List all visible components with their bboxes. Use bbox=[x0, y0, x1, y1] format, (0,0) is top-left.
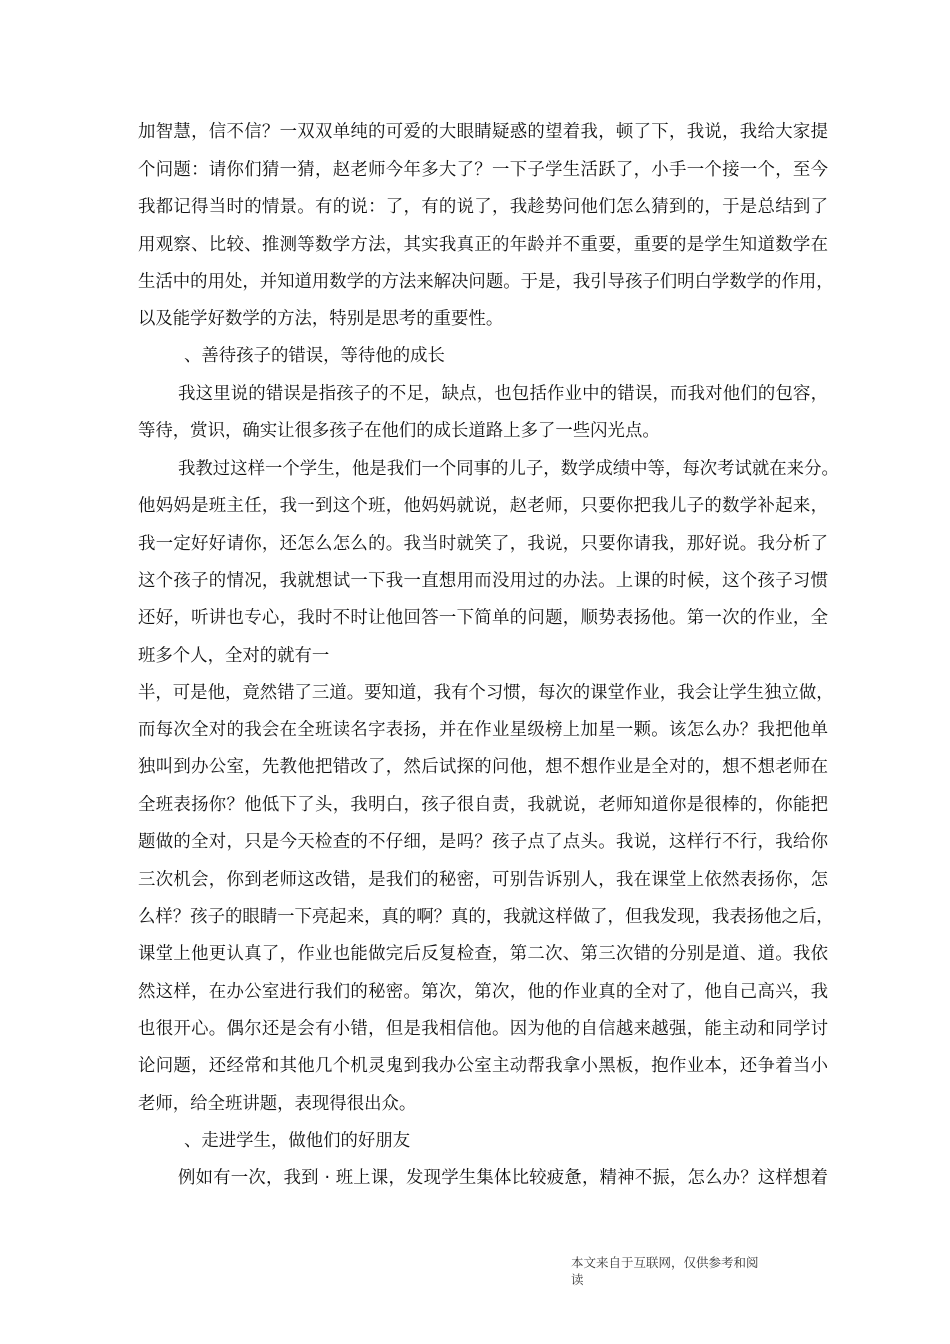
paragraph-line: 三次机会，你到老师这改错，是我们的秘密，可别告诉别人，我在课堂上依然表扬你，怎 bbox=[138, 870, 828, 890]
paragraph-line: 以及能学好数学的方法，特别是思考的重要性。 bbox=[138, 309, 504, 329]
paragraph-line: 用观察、比较、推测等数学方法，其实我真正的年龄并不重要，重要的是学生知道数学在 bbox=[138, 235, 828, 255]
paragraph-line: 这个孩子的情况，我就想试一下我一直想用而没用过的办法。上课的时候，这个孩子习惯 bbox=[138, 571, 828, 591]
paragraph-line: 等待，赏识，确实让很多孩子在他们的成长道路上多了一些闪光点。 bbox=[138, 421, 660, 441]
paragraph-line: 例如有一次，我到 · 班上课，发现学生集体比较疲惫，精神不振，怎么办？这样想着 bbox=[178, 1168, 828, 1188]
footer-line: 读 bbox=[571, 1272, 584, 1287]
paragraph-line: 我都记得当时的情景。有的说：了，有的说了，我趁势问他们怎么猜到的，于是总结到了 bbox=[138, 197, 828, 217]
paragraph-line: 么样？孩子的眼睛一下亮起来，真的啊？真的，我就这样做了，但我发现，我表扬他之后， bbox=[138, 907, 834, 927]
footer-line: 本文来自于互联网，仅供参考和阅 bbox=[571, 1255, 759, 1270]
paragraph-line: 加智慧，信不信？一双双单纯的可爱的大眼睛疑惑的望着我，顿了下，我说，我给大家提 bbox=[138, 122, 828, 142]
paragraph-line: 老师，给全班讲题，表现得很出众。 bbox=[138, 1094, 417, 1114]
paragraph-line: 然这样，在办公室进行我们的秘密。第次，第次，他的作业真的全对了，他自己高兴，我 bbox=[138, 982, 828, 1002]
paragraph-line: 还好，听讲也专心，我时不时让他回答一下简单的问题，顺势表扬他。第一次的作业，全 bbox=[138, 608, 828, 628]
paragraph-line: 独叫到办公室，先教他把错改了，然后试探的问他，想不想作业是全对的，想不想老师在 bbox=[138, 757, 828, 777]
footer-note bbox=[571, 1254, 791, 1288]
paragraph-line: 生活中的用处，并知道用数学的方法来解决问题。于是，我引导孩子们明白学数学的作用， bbox=[138, 272, 834, 292]
paragraph-line: 他妈妈是班主任，我一到这个班，他妈妈就说，赵老师，只要你把我儿子的数学补起来， bbox=[138, 496, 828, 516]
paragraph-line: 班多个人，全对的就有一 bbox=[138, 646, 330, 666]
paragraph-line: 也很开心。偶尔还是会有小错，但是我相信他。因为他的自信越来越强，能主动和同学讨 bbox=[138, 1019, 828, 1039]
paragraph-line: 个问题：请你们猜一猜，赵老师今年多大了？一下子学生活跃了，小手一个接一个，至今 bbox=[138, 160, 828, 180]
section-heading: 、善待孩子的错误，等待他的成长 bbox=[184, 346, 445, 366]
paragraph-line: 半，可是他，竟然错了三道。要知道，我有个习惯，每次的课堂作业，我会让学生独立做， bbox=[138, 683, 834, 703]
paragraph-line: 论问题，还经常和其他几个机灵鬼到我办公室主动帮我拿小黑板，抱作业本，还争着当小 bbox=[138, 1056, 828, 1076]
paragraph-line: 而每次全对的我会在全班读名字表扬，并在作业星级榜上加星一颗。该怎么办？我把他单 bbox=[138, 720, 828, 740]
paragraph-line: 我这里说的错误是指孩子的不足，缺点，也包括作业中的错误，而我对他们的包容， bbox=[178, 384, 828, 404]
paragraph-line: 我教过这样一个学生，他是我们一个同事的儿子，数学成绩中等，每次考试就在来分。 bbox=[178, 459, 839, 479]
paragraph-line: 题做的全对，只是今天检查的不仔细，是吗？孩子点了点头。我说，这样行不行，我给你 bbox=[138, 832, 828, 852]
paragraph-line: 全班表扬你？他低下了头，我明白，孩子很自责，我就说，老师知道你是很棒的，你能把 bbox=[138, 795, 828, 815]
paragraph-line: 课堂上他更认真了，作业也能做完后反复检查，第二次、第三次错的分别是道、道。我依 bbox=[138, 944, 828, 964]
section-heading: 、走进学生，做他们的好朋友 bbox=[184, 1131, 411, 1151]
paragraph-line: 我一定好好请你，还怎么怎么的。我当时就笑了，我说，只要你请我，那好说。我分析了 bbox=[138, 534, 828, 554]
